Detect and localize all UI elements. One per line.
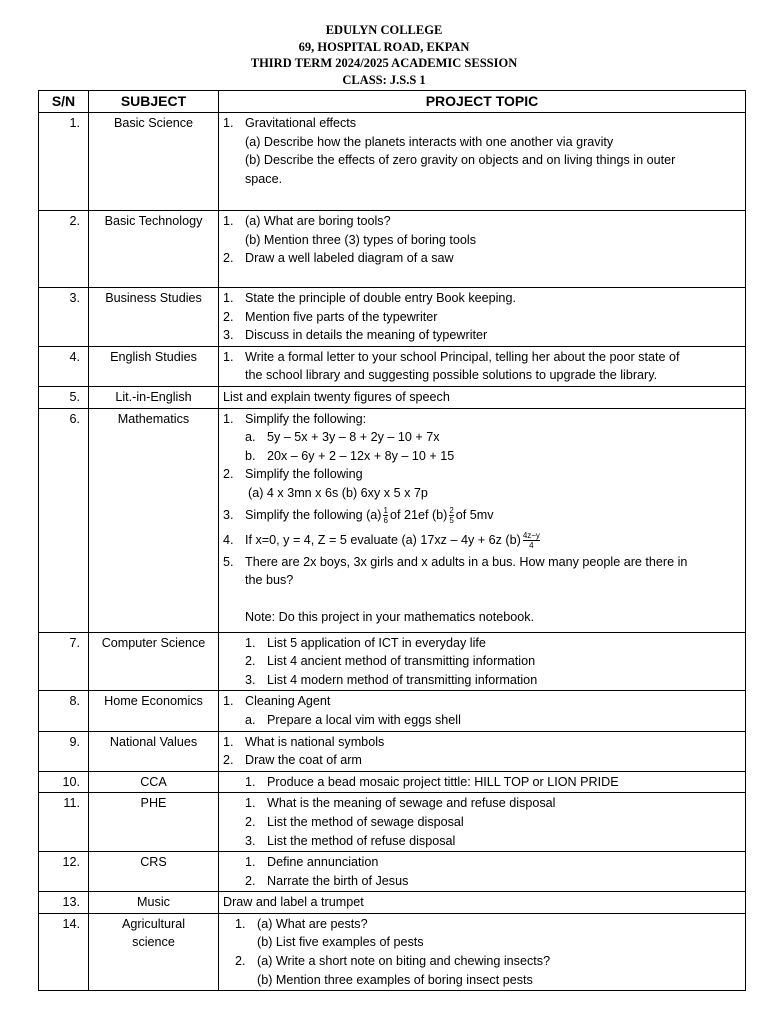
topic-line: List the method of refuse disposal — [267, 833, 456, 848]
item-number: 1. — [245, 855, 256, 870]
row-sn: 10. — [39, 771, 89, 793]
row-subject: Mathematics — [89, 408, 219, 632]
row-sn: 11. — [39, 793, 89, 852]
item-number: 1. — [223, 214, 234, 228]
fraction-denominator: 5 — [449, 515, 454, 525]
term-title: THIRD TERM 2024/2025 ACADEMIC SESSION — [250, 56, 518, 70]
item-number: 1. — [223, 116, 234, 130]
topic-line: the school library and suggesting possible solutions to upgrade the library. — [245, 368, 658, 383]
topic-line: (b) List five examples of pests — [257, 935, 424, 950]
sub-item-letter: a. — [245, 430, 256, 445]
row-subject: CRS — [89, 852, 219, 892]
topic-line: the bus? — [245, 573, 294, 588]
topic-line: (a) Write a short note on biting and chewing insects? — [257, 954, 551, 969]
topic-line: Produce a bead mosaic project tittle: HILL TOP or LION PRIDE — [267, 774, 619, 789]
item-number: 1. — [245, 796, 256, 811]
row-subject: National Values — [89, 731, 219, 771]
row-sn: 6. — [39, 408, 89, 632]
row-sn: 14. — [39, 913, 89, 990]
topic-line: Cleaning Agent — [245, 694, 331, 709]
row-subject: Business Studies — [89, 288, 219, 347]
fraction-expression — [523, 531, 540, 550]
fraction-two-fifths — [449, 506, 453, 525]
row-subject: Basic Technology — [89, 211, 219, 288]
table-row — [39, 731, 746, 771]
topic-line: space. — [245, 171, 283, 186]
topic-line: Draw the coat of arm — [245, 753, 362, 768]
item-number: 2. — [223, 467, 234, 482]
fraction-numerator: 4z−y — [522, 530, 540, 540]
item-number: 3. — [223, 328, 234, 343]
header-project-topic: PROJECT TOPIC — [219, 91, 746, 113]
row-sn: 5. — [39, 386, 89, 408]
item-number: 4. — [223, 532, 234, 547]
row-sn: 13. — [39, 892, 89, 914]
topic-line: Simplify the following: — [245, 411, 367, 426]
topic-line: Write a formal letter to your school Principal, telling her about the poor state of — [245, 349, 680, 364]
row-sn: 3. — [39, 288, 89, 347]
row-sn: 9. — [39, 731, 89, 771]
row-subject: CCA — [89, 771, 219, 793]
topic-line: What is the meaning of sewage and refuse disposal — [267, 796, 556, 811]
row-topic — [219, 408, 746, 632]
row-topic — [219, 913, 746, 990]
college-name: EDULYN COLLEGE — [325, 23, 443, 37]
fraction-numerator: 2 — [449, 505, 454, 515]
table-header-row — [39, 91, 746, 113]
item-number: 2. — [223, 309, 234, 324]
table-row — [39, 288, 746, 347]
table-row — [39, 113, 746, 211]
header-subject: SUBJECT — [89, 91, 219, 113]
topic-line: 5y – 5x + 3y – 8 + 2y – 10 + 7x — [267, 430, 440, 445]
document-header — [0, 22, 768, 88]
topic-line: (a) What are boring tools? — [245, 214, 391, 228]
row-sn: 4. — [39, 346, 89, 386]
topic-line: List the method of sewage disposal — [267, 814, 464, 829]
row-topic — [219, 288, 746, 347]
row-subject — [89, 913, 219, 990]
item-number: 2. — [223, 251, 234, 266]
topic-line: If x=0, y = 4, Z = 5 evaluate (a) 17xz – 4y + 6z (b) — [245, 532, 521, 547]
item-number: 1. — [245, 635, 256, 650]
table-row — [39, 913, 746, 990]
row-sn: 7. — [39, 632, 89, 691]
table-row — [39, 632, 746, 691]
college-address: 69, HOSPITAL ROAD, EKPAN — [298, 39, 470, 54]
topic-line: There are 2x boys, 3x girls and x adults in a bus. How many people are there in — [245, 554, 688, 569]
row-sn: 2. — [39, 211, 89, 288]
table-row — [39, 892, 746, 914]
topic-line: (b) Mention three examples of boring insect pests — [257, 972, 533, 987]
topic-line: Prepare a local vim with eggs shell — [267, 712, 461, 727]
row-topic — [219, 632, 746, 691]
sub-item-letter: a. — [245, 712, 256, 727]
topic-line: (a) Describe how the planets interacts with one another via gravity — [245, 134, 614, 149]
class-label: CLASS: J.S.S 1 — [342, 72, 426, 87]
subject-line: Agricultural — [122, 916, 185, 931]
item-number: 2. — [245, 873, 256, 888]
topic-line: What is national symbols — [245, 734, 385, 749]
table-row — [39, 346, 746, 386]
item-number: 1. — [223, 349, 234, 364]
row-subject: Music — [89, 892, 219, 914]
item-number: 1. — [245, 774, 256, 789]
table-row — [39, 691, 746, 731]
table-row — [39, 771, 746, 793]
topic-line: List 5 application of ICT in everyday life — [267, 635, 486, 650]
topic-line: Narrate the birth of Jesus — [267, 873, 409, 888]
topic-line: List 4 modern method of transmitting information — [267, 672, 538, 687]
fraction-one-sixth — [383, 506, 387, 525]
row-topic — [219, 346, 746, 386]
topic-line: of 5mv — [455, 507, 494, 522]
table-row — [39, 386, 746, 408]
spacer — [223, 590, 741, 609]
topic-line: List 4 ancient method of transmitting information — [267, 654, 536, 669]
fraction-denominator: 4 — [523, 540, 540, 550]
header-sn: S/N — [39, 91, 89, 113]
row-subject: Lit.-in-English — [89, 386, 219, 408]
row-subject: PHE — [89, 793, 219, 852]
item-number: 3. — [245, 672, 256, 687]
item-number: 2. — [245, 654, 256, 669]
topic-line: (b) Describe the effects of zero gravity on objects and on living things in outer — [245, 153, 676, 168]
item-number: 5. — [223, 554, 234, 569]
topic-line: Discuss in details the meaning of typewriter — [245, 328, 488, 343]
topic-line: (a) What are pests? — [257, 916, 368, 931]
row-subject: Computer Science — [89, 632, 219, 691]
item-number: 2. — [223, 753, 234, 768]
fraction-numerator: 1 — [383, 505, 388, 515]
item-number: 1. — [223, 734, 234, 749]
project-table — [38, 90, 746, 991]
topic-line: Draw and label a trumpet — [223, 895, 364, 910]
row-topic — [219, 771, 746, 793]
topic-line: State the principle of double entry Book keeping. — [245, 291, 516, 305]
row-subject: Home Economics — [89, 691, 219, 731]
topic-note: Note: Do this project in your mathematics notebook. — [245, 610, 535, 625]
row-sn: 8. — [39, 691, 89, 731]
topic-line: Draw a well labeled diagram of a saw — [245, 251, 454, 266]
row-topic — [219, 892, 746, 914]
row-topic — [219, 691, 746, 731]
table-row — [39, 852, 746, 892]
row-subject: Basic Science — [89, 113, 219, 211]
sub-item-letter: b. — [245, 448, 256, 463]
row-topic — [219, 386, 746, 408]
topic-line: Gravitational effects — [245, 116, 357, 130]
topic-line: (a) 4 x 3mn x 6s (b) 6xy x 5 x 7p — [248, 485, 428, 500]
row-topic — [219, 852, 746, 892]
fraction-denominator: 6 — [383, 515, 388, 525]
row-topic — [219, 731, 746, 771]
table-row — [39, 793, 746, 852]
row-sn: 12. — [39, 852, 89, 892]
item-number: 1. — [223, 411, 234, 426]
row-topic — [219, 211, 746, 288]
item-number: 1. — [223, 694, 234, 709]
row-topic — [219, 793, 746, 852]
topic-line: 20x – 6y + 2 – 12x + 8y – 10 + 15 — [267, 448, 455, 463]
topic-line: of 21ef (b) — [389, 507, 448, 522]
topic-line: Mention five parts of the typewriter — [245, 309, 438, 324]
table-row — [39, 211, 746, 288]
item-number: 2. — [235, 954, 246, 969]
subject-line: science — [132, 935, 175, 950]
topic-line: Simplify the following (a) — [245, 507, 382, 522]
table-row — [39, 408, 746, 632]
topic-line: Simplify the following — [245, 467, 363, 482]
row-sn: 1. — [39, 113, 89, 211]
item-number: 1. — [235, 916, 246, 931]
item-number: 3. — [245, 833, 256, 848]
row-subject: English Studies — [89, 346, 219, 386]
topic-line: List and explain twenty figures of speech — [223, 389, 450, 404]
topic-line: Define annunciation — [267, 855, 379, 870]
item-number: 2. — [245, 814, 256, 829]
row-topic — [219, 113, 746, 211]
item-number: 1. — [223, 291, 234, 305]
item-number: 3. — [223, 507, 234, 522]
topic-line: (b) Mention three (3) types of boring tools — [245, 232, 476, 247]
